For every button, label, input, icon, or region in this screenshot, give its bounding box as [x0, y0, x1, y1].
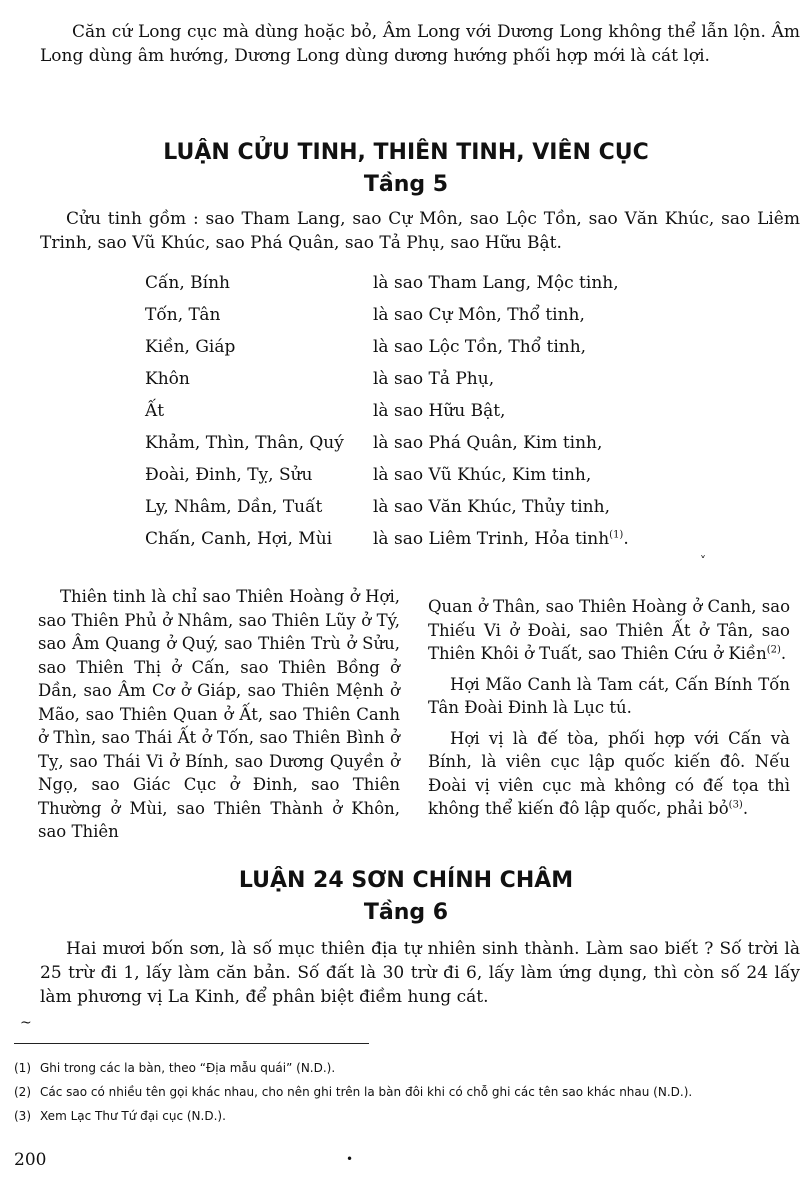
footnote-item: [14, 1056, 794, 1080]
de-toa-text: Hợi vị là đế tòa, phối hợp với Cấn và Bính, là viên cục lập quốc kiến đô. Nếu Đoài vị viên cục mà không có đế tọa thì không thể kiến đô lập quốc, phải bỏ: [428, 728, 790, 818]
section-subtitle-tang-6: Tầng 6: [363, 900, 449, 925]
left-column: [38, 585, 400, 851]
star-name: là sao Liêm Trinh, Hỏa tinh: [373, 529, 610, 549]
sentence-end: .: [780, 644, 787, 663]
star-row: [145, 523, 665, 555]
star-directions: Khôn: [145, 369, 190, 389]
star-name: là sao Tả Phụ,: [373, 369, 495, 389]
star-directions: Tốn, Tân: [145, 305, 221, 325]
star-row: [145, 267, 665, 299]
sentence-end: .: [742, 799, 749, 818]
two-column-text: [38, 585, 790, 851]
star-row: [145, 427, 665, 459]
star-name: là sao Văn Khúc, Thủy tinh,: [373, 497, 610, 517]
star-name: là sao Cự Môn, Thổ tinh,: [373, 305, 585, 325]
stray-dot-mark: •: [346, 1152, 354, 1166]
star-directions: Kiền, Giáp: [145, 337, 236, 357]
star-directions: Ất: [145, 401, 165, 421]
star-name: là sao Lộc Tồn, Thổ tinh,: [373, 337, 587, 357]
star-directions: Ly, Nhâm, Dần, Tuất: [145, 497, 323, 517]
section-subtitle-tang-5: Tầng 5: [363, 172, 449, 197]
footnote-number: (2): [14, 1085, 31, 1099]
star-name: là sao Hữu Bật,: [373, 401, 506, 421]
star-row: [145, 395, 665, 427]
thien-tinh-continuation: [428, 595, 790, 666]
right-column: [428, 585, 790, 851]
star-directions: Chấn, Canh, Hợi, Mùi: [145, 529, 333, 549]
star-directions: Cấn, Bính: [145, 273, 231, 293]
footnote-number: (3): [14, 1109, 31, 1123]
tam-cat-paragraph: Hợi Mão Canh là Tam cát, Cấn Bính Tốn Tân Đoài Đinh là Lục tú.: [428, 674, 790, 717]
sentence-end: .: [623, 529, 629, 549]
footnote-text: Xem Lạc Thư Tứ đại cục (N.D.).: [40, 1109, 226, 1123]
cuu-tinh-paragraph: Cửu tinh gồm : sao Tham Lang, sao Cự Môn, sao Lộc Tồn, sao Văn Khúc, sao Liêm Trinh, sao Vũ Khúc, sao Phá Quân, sao Tả Phụ, sao Hữu Bật.: [40, 209, 800, 253]
intro-text: Căn cứ Long cục mà dùng hoặc bỏ, Âm Long với Dương Long không thể lẫn lộn. Âm Long dùng âm hướng, Dương Long dùng dương hướng phối hợp mới là cát lợi.: [40, 22, 800, 66]
footnote-text: Ghi trong các la bàn, theo “Địa mẫu quái” (N.D.).: [40, 1061, 336, 1075]
stray-ink-mark: ˅: [700, 554, 706, 568]
footnote-ref-3: (3): [728, 799, 743, 811]
star-directions: Đoài, Đinh, Tỵ, Sửu: [145, 465, 313, 485]
star-name: là sao Vũ Khúc, Kim tinh,: [373, 465, 592, 485]
section-title-24-son: LUẬN 24 SƠN CHÍNH CHÂM: [238, 868, 574, 893]
star-name: là sao Tham Lang, Mộc tinh,: [373, 273, 619, 293]
star-mapping-list: [145, 267, 665, 555]
footnote-number: (1): [14, 1061, 31, 1075]
intro-paragraph: [40, 20, 800, 68]
footnote-text: Các sao có nhiều tên gọi khác nhau, cho nên ghi trên la bàn đôi khi có chỗ ghi các tên sao khác nhau (N.D.).: [40, 1085, 693, 1099]
page-number: 200: [14, 1150, 47, 1170]
continuation-text: Quan ở Thân, sao Thiên Hoàng ở Canh, sao Thiếu Vi ở Đoài, sao Thiên Ất ở Tân, sao Thiên Khôi ở Tuất, sao Thiên Cứu ở Kiền: [428, 597, 790, 663]
star-row: [145, 363, 665, 395]
star-row: [145, 491, 665, 523]
footnote-ref-1: (1): [609, 529, 624, 541]
section-title-cuu-tinh: LUẬN CỬU TINH, THIÊN TINH, VIÊN CỤC: [163, 140, 649, 165]
star-name: là sao Phá Quân, Kim tinh,: [373, 433, 603, 453]
star-row: [145, 299, 665, 331]
footnote-item: [14, 1104, 794, 1128]
hai-muoi-bon-son-paragraph: Hai mươi bốn sơn, là số mục thiên địa tự nhiên sinh thành. Làm sao biết ? Số trời là 25 trừ đi 1, lấy làm căn bản. Số đất là 30 trừ đi 6, lấy làm ứng dụng, thì còn số 24 lấy làm phương vị La Kinh, để phân biệt điềm hung cát.: [40, 939, 800, 1007]
footnotes: [14, 1056, 794, 1128]
footnote-item: [14, 1080, 794, 1104]
de-toa-paragraph: [428, 727, 790, 821]
star-name-last: [373, 529, 665, 549]
footnote-divider: [14, 1043, 369, 1044]
stray-dash-mark: ~: [20, 1015, 32, 1031]
thien-tinh-paragraph: Thiên tinh là chỉ sao Thiên Hoàng ở Hợi, sao Thiên Phủ ở Nhâm, sao Thiên Lũy ở Tý, sao Âm Quang ở Quý, sao Thiên Trù ở Sửu, sao Thiên Thị ở Cấn, sao Thiên Bồng ở Dần, sao Âm Cơ ở Giáp, sao Thiên Mệnh ở Mão, sao Thiên Quan ở Ất, sao Thiên Canh ở Thìn, sao Thái Ất ở Tốn, sao Thiên Bình ở Tỵ, sao Thái Vi ở Bính, sao Dương Quyền ở Ngọ, sao Giác Cục ở Đinh, sao Thiên Thường ở Mùi, sao Thiên Thành ở Khôn, sao Thiên: [38, 587, 400, 841]
footnote-ref-2: (2): [766, 644, 781, 656]
star-directions: Khảm, Thìn, Thân, Quý: [145, 433, 344, 453]
star-row: [145, 459, 665, 491]
star-row: [145, 331, 665, 363]
